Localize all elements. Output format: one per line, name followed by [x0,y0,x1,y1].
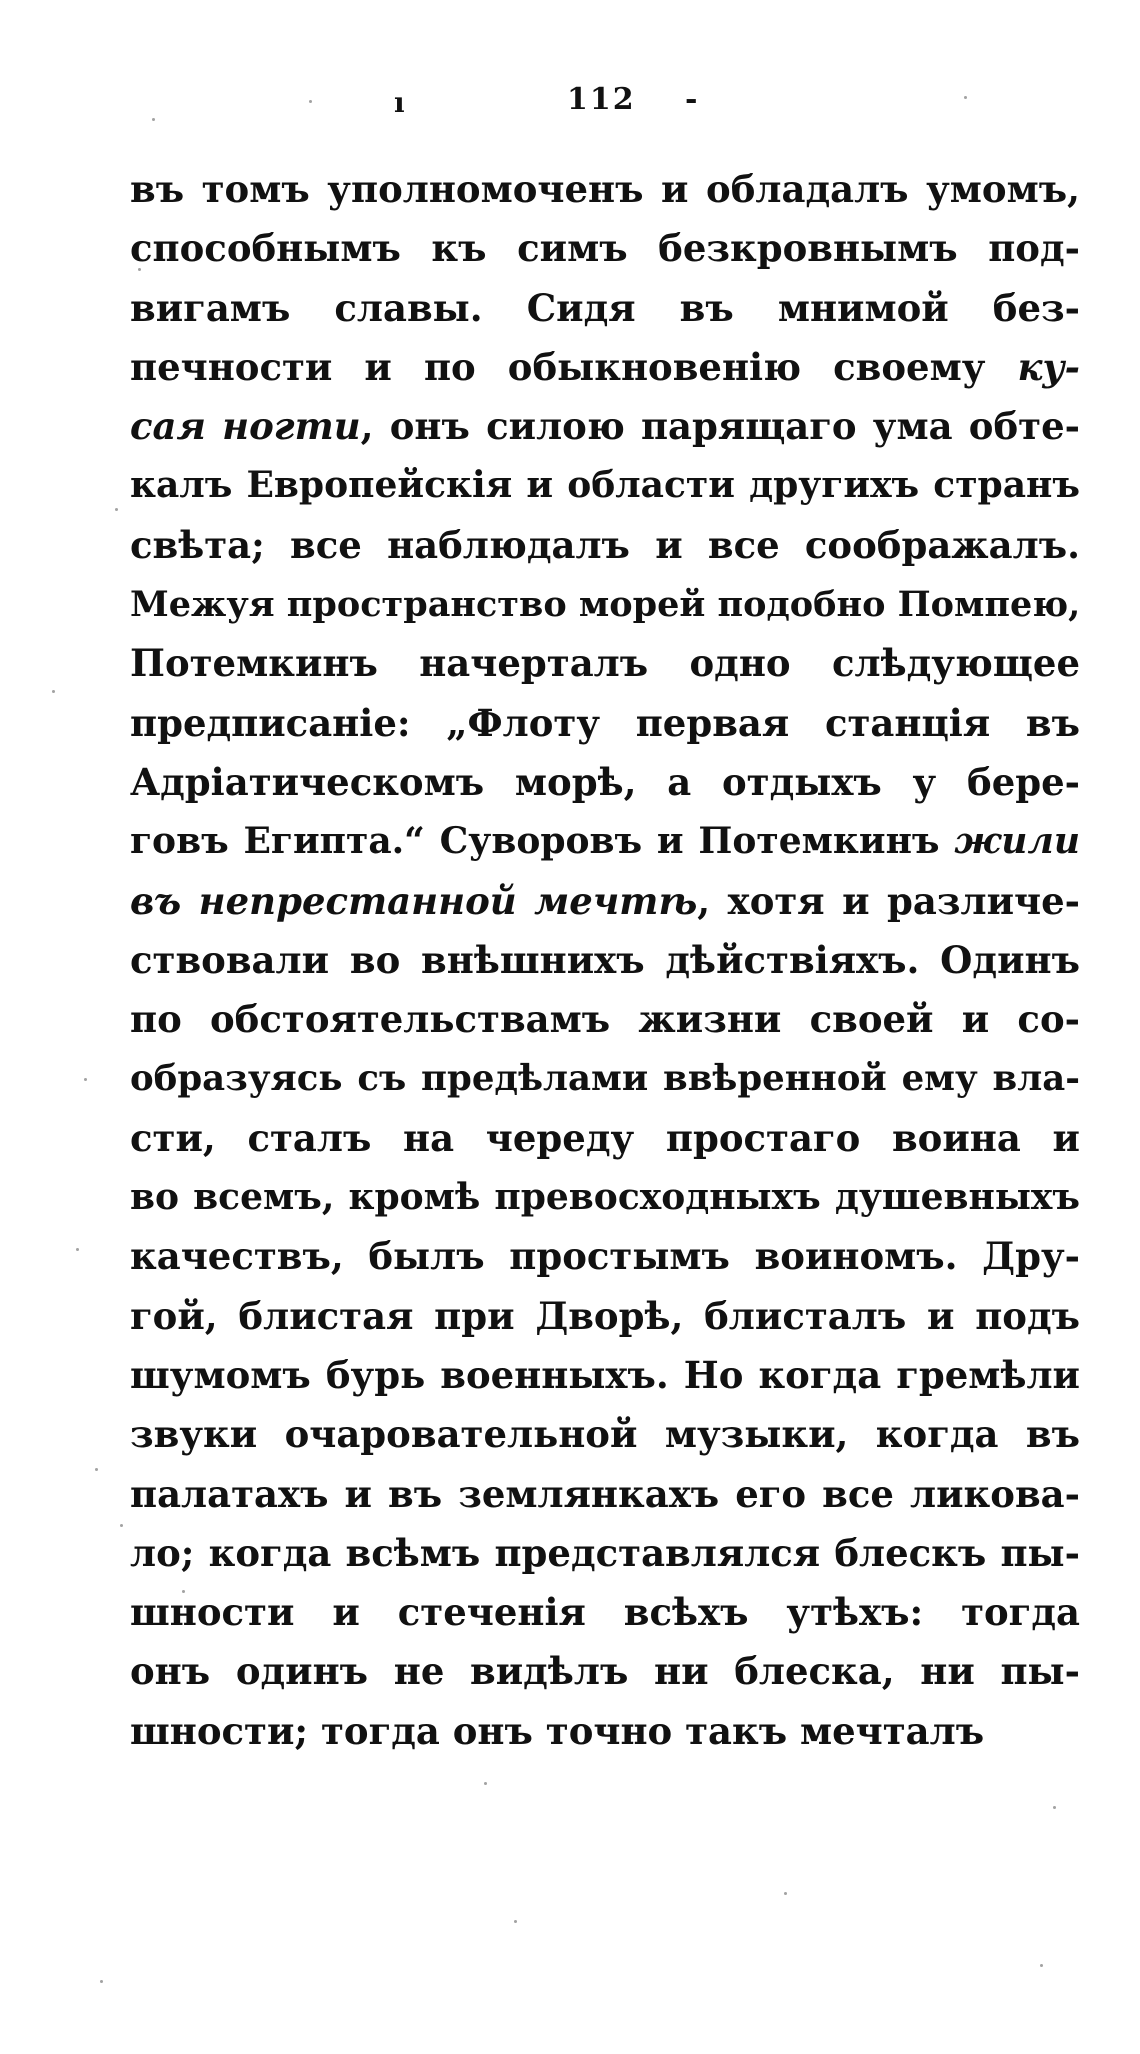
text-line [130,812,1080,871]
scan-speck [1053,1806,1056,1809]
italic-text-segment: въ непрестанной мечтѣ [130,878,698,923]
text-line [130,1227,1080,1286]
scan-speck [76,1248,79,1251]
text-segment: , хотя и различе- [697,878,1080,923]
text-line [130,1583,1080,1642]
italic-text-segment: сая ногти [130,404,361,449]
text-line [130,338,1080,397]
scan-speck [95,1468,98,1471]
scan-speck [120,1524,123,1527]
text-segment: шумомъ бурь военныхъ. Но когда гремѣли [130,1352,1080,1397]
text-segment: гой, блистая при Дворѣ, блисталъ и подъ [130,1293,1080,1338]
text-segment: говъ Египта.“ Суворовъ и Потемкинъ [130,820,955,863]
text-segment: сти, сталъ на череду простаго воина и [130,1115,1080,1160]
scan-speck [1040,1964,1043,1967]
scan-speck [115,508,118,511]
header-dash: - [685,82,698,117]
text-line [130,634,1080,693]
text-line [130,160,1080,219]
text-line [130,753,1080,812]
text-segment: во всемъ, кромѣ превосходныхъ душевныхъ [130,1176,1080,1219]
text-segment: звуки очаровательной музыки, когда въ [130,1412,1080,1457]
text-line [130,1642,1080,1701]
text-segment: въ томъ уполномоченъ и обладалъ умомъ, [130,167,1080,211]
text-line [130,694,1080,753]
text-line [130,990,1080,1049]
scan-speck [100,1980,103,1983]
text-segment: Межуя пространство морей подобно Помпею, [130,584,1081,626]
text-segment: качествъ, былъ простымъ воиномъ. Дру- [130,1234,1080,1279]
text-line [130,397,1080,456]
text-segment: , онъ силою парящаго ума обте- [360,404,1080,449]
text-line [130,1702,1080,1761]
text-line [130,1524,1080,1583]
text-segment: ло; когда всѣмъ представлялся блескъ пы- [130,1530,1080,1575]
text-line [130,1287,1080,1346]
text-line [130,456,1080,515]
text-line [130,219,1080,278]
text-line [130,1109,1080,1168]
text-segment: шности и стеченія всѣхъ утѣхъ: тогда [130,1590,1080,1635]
italic-text-segment: жили [954,820,1080,863]
text-segment: ствовали во внѣшнихъ дѣйствіяхъ. Одинъ [130,937,1080,982]
text-line [130,1465,1080,1524]
text-segment: палатахъ и въ землянкахъ его все ликова- [130,1471,1080,1516]
text-segment: онъ одинъ не видѣлъ ни блеска, ни пы- [130,1649,1080,1694]
text-line [130,1049,1080,1108]
header-mark: ı [394,86,405,119]
text-segment: печности и по обыкновенію своему [130,344,1018,389]
text-segment: предписаніе: „Флоту первая станція въ [130,700,1080,745]
text-segment: калъ Европейскія и области другихъ странъ [130,464,1080,507]
text-line [130,931,1080,990]
text-line [130,1405,1080,1464]
scan-speck [514,1920,517,1923]
text-segment: способнымъ къ симъ безкровнымъ под- [130,226,1080,271]
text-segment: Адріатическомъ морѣ, а отдыхъ у бере- [130,759,1080,804]
text-segment: свѣта; все наблюдалъ и все соображалъ. [130,522,1080,567]
text-segment: по обстоятельствамъ жизни своей и со- [130,997,1080,1042]
text-segment: шности; тогда онъ точно такъ мечталъ [130,1708,985,1753]
text-line [130,279,1080,338]
text-segment: Потемкинъ начерталъ одно слѣдующее [130,641,1080,686]
scan-speck [52,690,55,693]
body-text [130,160,1080,1761]
text-line [130,1346,1080,1405]
page-header [0,78,1140,128]
page-number: 112 [567,82,636,117]
text-segment: образуясь съ предѣлами ввѣренной ему вла- [130,1058,1080,1100]
scan-speck [84,1078,87,1081]
italic-text-segment: ку- [1017,344,1080,389]
text-line [130,872,1080,931]
scan-speck [784,1892,787,1895]
text-line [130,1168,1080,1227]
scan-speck [484,1782,487,1785]
text-line [130,575,1080,634]
text-segment: вигамъ славы. Сидя въ мнимой без- [130,285,1080,330]
text-line [130,516,1080,575]
